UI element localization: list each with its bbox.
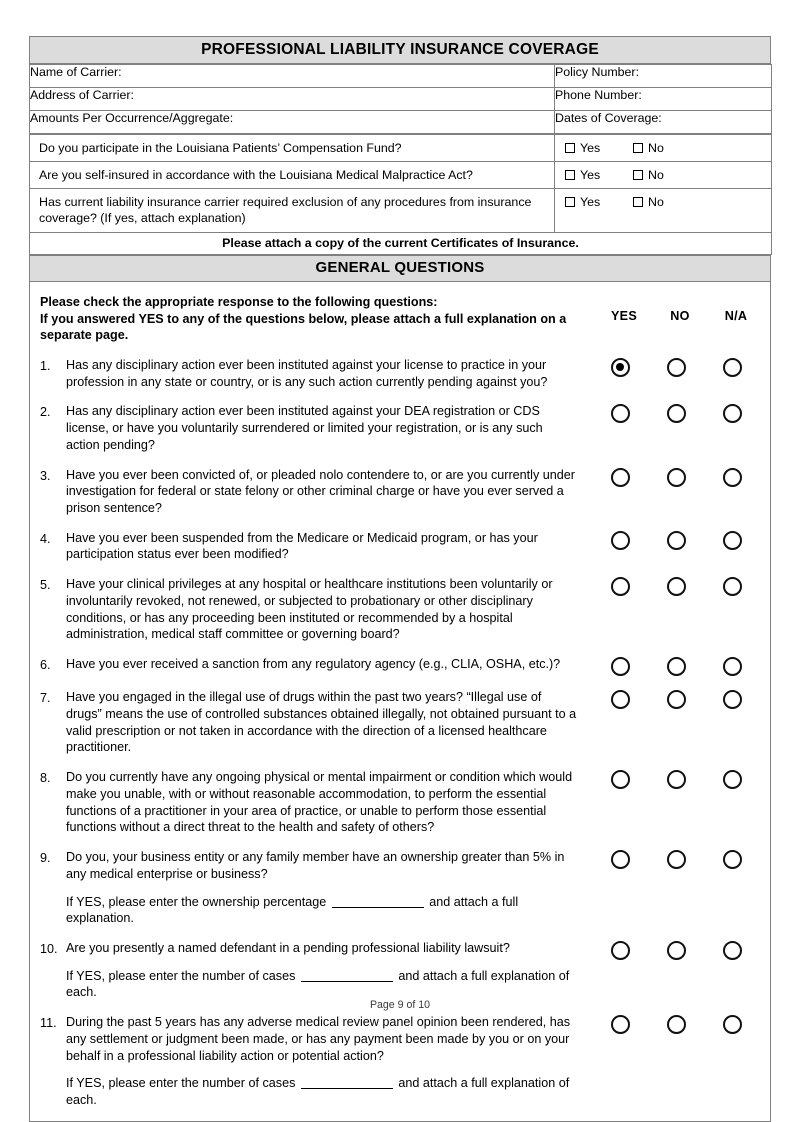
page-number-label: Page 9 of 10 bbox=[369, 999, 431, 1011]
followup-suffix: and attach a full explanation. bbox=[66, 894, 519, 926]
question-number: 1. bbox=[40, 358, 51, 373]
question-text: Do you currently have any ongoing physical or mental impairment or condition which would make you unable, with or without reasonable accommodation, to perform the essential functions of a practitioner in your area of practice, or unable to perform those essential functions without a direct threat to the health and safety of others? bbox=[66, 770, 573, 835]
radio-group-5 bbox=[592, 576, 760, 596]
followup-prefix: If YES, please enter the number of cases bbox=[66, 968, 296, 983]
radio-group-11 bbox=[592, 1014, 760, 1034]
question-text: Have you ever been convicted of, or pleaded nolo contendere to, or are you currently under investigation for federal or state felony or other criminal charge or have you ever served a prison sentence? bbox=[66, 467, 575, 516]
checkbox-option-yes[interactable] bbox=[565, 167, 633, 183]
table-row bbox=[30, 111, 772, 134]
field-name-of-carrier[interactable]: Name of Carrier: bbox=[30, 65, 555, 88]
question-row-8 bbox=[40, 769, 760, 836]
checkbox-label: Yes bbox=[580, 168, 601, 183]
radio-no[interactable] bbox=[667, 770, 686, 789]
radio-no[interactable] bbox=[667, 468, 686, 487]
answer-cell-self-insured bbox=[555, 162, 772, 189]
general-questions-section-title: GENERAL QUESTIONS bbox=[29, 255, 771, 283]
radio-na[interactable] bbox=[723, 358, 742, 377]
radio-no[interactable] bbox=[667, 657, 686, 676]
radio-yes[interactable] bbox=[611, 577, 630, 596]
question-row-5 bbox=[40, 576, 760, 643]
checkbox-option-yes[interactable] bbox=[565, 140, 633, 156]
radio-group-6 bbox=[592, 656, 760, 676]
field-amounts-per-occurrence[interactable]: Amounts Per Occurrence/Aggregate: bbox=[30, 111, 555, 134]
table-row bbox=[30, 162, 772, 189]
followup-suffix: and attach a full explanation of each. bbox=[66, 1076, 570, 1108]
radio-na[interactable] bbox=[723, 941, 742, 960]
radio-na[interactable] bbox=[723, 531, 742, 550]
question-number: 4. bbox=[40, 531, 51, 546]
question-text: During the past 5 years has any adverse medical review panel opinion been rendered, has any settlement or judgment been made, or has any payment been made by you or on your behalf in a professional liability action or potential action? bbox=[66, 1015, 571, 1063]
radio-yes[interactable] bbox=[611, 404, 630, 423]
checkbox-label: No bbox=[648, 195, 664, 210]
attach-certificates-note: Please attach a copy of the current Certificates of Insurance. bbox=[30, 232, 772, 254]
checkbox-icon[interactable] bbox=[633, 170, 643, 180]
field-dates-of-coverage[interactable]: Dates of Coverage: bbox=[555, 111, 772, 134]
followup-suffix: and attach a full explanation of each. bbox=[66, 968, 570, 1000]
number-of-cases-input[interactable] bbox=[301, 969, 393, 982]
checkbox-label: Yes bbox=[580, 195, 601, 210]
checkbox-option-yes[interactable] bbox=[565, 194, 633, 210]
radio-group-1 bbox=[592, 357, 760, 377]
checkbox-option-no[interactable] bbox=[633, 194, 701, 210]
checkbox-icon[interactable] bbox=[565, 143, 575, 153]
question-row-4 bbox=[40, 530, 760, 563]
radio-na[interactable] bbox=[723, 577, 742, 596]
question-followup-9 bbox=[66, 894, 578, 927]
radio-na[interactable] bbox=[723, 1015, 742, 1034]
question-text: Have you engaged in the illegal use of drugs within the past two years? “Illegal use of drugs” means the use of controlled substances obtained illegally, not obtained pursuant to a valid prescription or not taken in accordance with the direction of a licensed healthcare practitioner. bbox=[66, 690, 577, 755]
question-text: Do you, your business entity or any family member have an ownership greater than 5% in any medical enterprise or business? bbox=[66, 850, 565, 881]
checkbox-option-no[interactable] bbox=[633, 140, 701, 156]
radio-na[interactable] bbox=[723, 850, 742, 869]
radio-yes[interactable] bbox=[611, 850, 630, 869]
question-row-6 bbox=[40, 656, 760, 676]
field-policy-number[interactable]: Policy Number: bbox=[555, 65, 772, 88]
radio-group-4 bbox=[592, 530, 760, 550]
column-header-na: N/A bbox=[724, 309, 748, 324]
question-followup-11 bbox=[66, 1075, 578, 1108]
question-row-9 bbox=[40, 849, 760, 927]
question-number: 9. bbox=[40, 851, 51, 866]
checkbox-icon[interactable] bbox=[633, 143, 643, 153]
radio-na[interactable] bbox=[723, 657, 742, 676]
checkbox-label: Yes bbox=[580, 141, 601, 156]
instructions bbox=[40, 294, 620, 344]
followup-prefix: If YES, please enter the ownership percentage bbox=[66, 894, 327, 909]
radio-no[interactable] bbox=[667, 531, 686, 550]
radio-no[interactable] bbox=[667, 404, 686, 423]
radio-group-3 bbox=[592, 467, 760, 487]
insurance-fields-table bbox=[29, 64, 772, 134]
radio-yes[interactable] bbox=[611, 358, 630, 377]
radio-na[interactable] bbox=[723, 690, 742, 709]
form-page bbox=[29, 36, 771, 1122]
question-number: 11. bbox=[40, 1016, 57, 1031]
radio-yes[interactable] bbox=[611, 1015, 630, 1034]
instructions-line-1: Please check the appropriate response to the following questions: bbox=[40, 295, 438, 310]
checkbox-icon[interactable] bbox=[565, 170, 575, 180]
radio-group-10 bbox=[592, 940, 760, 960]
question-text: Are you presently a named defendant in a pending professional liability lawsuit? bbox=[66, 940, 510, 955]
insurance-fields-body bbox=[30, 65, 772, 134]
question-row-7 bbox=[40, 689, 760, 756]
question-text: Has any disciplinary action ever been instituted against your DEA registration or CDS license, or have you voluntarily surrendered or limited your registration, or is any such action pending? bbox=[66, 404, 543, 452]
checkbox-icon[interactable] bbox=[565, 197, 575, 207]
number-of-cases-input[interactable] bbox=[301, 1076, 393, 1089]
field-address-of-carrier[interactable]: Address of Carrier: bbox=[30, 88, 555, 111]
question-number: 8. bbox=[40, 771, 51, 786]
followup-prefix: If YES, please enter the number of cases bbox=[66, 1076, 296, 1091]
general-questions-box bbox=[29, 282, 771, 1122]
radio-na[interactable] bbox=[723, 770, 742, 789]
instructions-line-2: If you answered YES to any of the questions below, please attach a full explanation on a separate page. bbox=[40, 311, 567, 343]
insurance-checkbox-table bbox=[29, 134, 772, 255]
column-header-yes: YES bbox=[610, 309, 638, 324]
question-row-10 bbox=[40, 940, 760, 1001]
field-phone-number[interactable]: Phone Number: bbox=[555, 88, 772, 111]
checkbox-icon[interactable] bbox=[633, 197, 643, 207]
ownership-percentage-input[interactable] bbox=[332, 895, 424, 908]
radio-group-7 bbox=[592, 689, 760, 709]
question-carrier-exclusion: Has current liability insurance carrier required exclusion of any procedures from insurance coverage? (If yes, attach explanation) bbox=[30, 189, 555, 232]
radio-yes[interactable] bbox=[611, 531, 630, 550]
radio-no[interactable] bbox=[667, 577, 686, 596]
insurance-checkbox-body bbox=[30, 135, 772, 255]
question-row-1 bbox=[40, 357, 760, 390]
radio-group-8 bbox=[592, 769, 760, 789]
checkbox-option-no[interactable] bbox=[633, 167, 701, 183]
question-number: 5. bbox=[40, 578, 51, 593]
question-text: Has any disciplinary action ever been instituted against your license to practice in your profession in any state or country, or is any such action currently pending against you? bbox=[66, 357, 548, 389]
question-text: Have your clinical privileges at any hospital or healthcare institutions been voluntarily or involuntarily revoked, not renewed, or subjected to probationary or other disciplinary conditions, or has any proceeding been instituted or recommended by a hospital administration, medical staff committee or governing board? bbox=[66, 577, 553, 642]
radio-na[interactable] bbox=[723, 404, 742, 423]
question-row-11 bbox=[40, 1014, 760, 1109]
column-header-no: NO bbox=[670, 309, 690, 324]
radio-no[interactable] bbox=[667, 850, 686, 869]
question-self-insured: Are you self-insured in accordance with the Louisiana Medical Malpractice Act? bbox=[30, 162, 555, 189]
table-row bbox=[30, 135, 772, 162]
radio-group-9 bbox=[592, 849, 760, 869]
radio-yes[interactable] bbox=[611, 657, 630, 676]
insurance-section-title: PROFESSIONAL LIABILITY INSURANCE COVERAGE bbox=[29, 36, 771, 64]
radio-yes[interactable] bbox=[611, 468, 630, 487]
radio-yes[interactable] bbox=[611, 941, 630, 960]
table-row bbox=[30, 65, 772, 88]
question-number: 6. bbox=[40, 658, 51, 673]
radio-no[interactable] bbox=[667, 941, 686, 960]
radio-no[interactable] bbox=[667, 690, 686, 709]
question-text: Have you ever been suspended from the Medicare or Medicaid program, or has your participation status ever been modified? bbox=[66, 530, 538, 562]
page-footer bbox=[0, 999, 800, 1011]
question-number: 7. bbox=[40, 691, 51, 706]
checkbox-label: No bbox=[648, 141, 664, 156]
question-number: 2. bbox=[40, 405, 51, 420]
radio-no[interactable] bbox=[667, 1015, 686, 1034]
radio-no[interactable] bbox=[667, 358, 686, 377]
question-row-2 bbox=[40, 403, 760, 453]
radio-na[interactable] bbox=[723, 468, 742, 487]
question-pcf-participation: Do you participate in the Louisiana Patients’ Compensation Fund? bbox=[30, 135, 555, 162]
question-followup-10 bbox=[66, 968, 578, 1001]
answer-cell-pcf bbox=[555, 135, 772, 162]
question-text: Have you ever received a sanction from any regulatory agency (e.g., CLIA, OSHA, etc.)? bbox=[66, 657, 561, 672]
radio-yes[interactable] bbox=[611, 690, 630, 709]
question-number: 3. bbox=[40, 468, 51, 483]
question-number: 10. bbox=[40, 941, 58, 956]
radio-yes[interactable] bbox=[611, 770, 630, 789]
answer-cell-carrier-exclusion bbox=[555, 189, 772, 232]
radio-group-2 bbox=[592, 403, 760, 423]
question-row-3 bbox=[40, 467, 760, 517]
answer-column-headers bbox=[596, 309, 764, 323]
checkbox-label: No bbox=[648, 168, 664, 183]
table-row bbox=[30, 189, 772, 232]
table-row bbox=[30, 232, 772, 254]
table-row bbox=[30, 88, 772, 111]
